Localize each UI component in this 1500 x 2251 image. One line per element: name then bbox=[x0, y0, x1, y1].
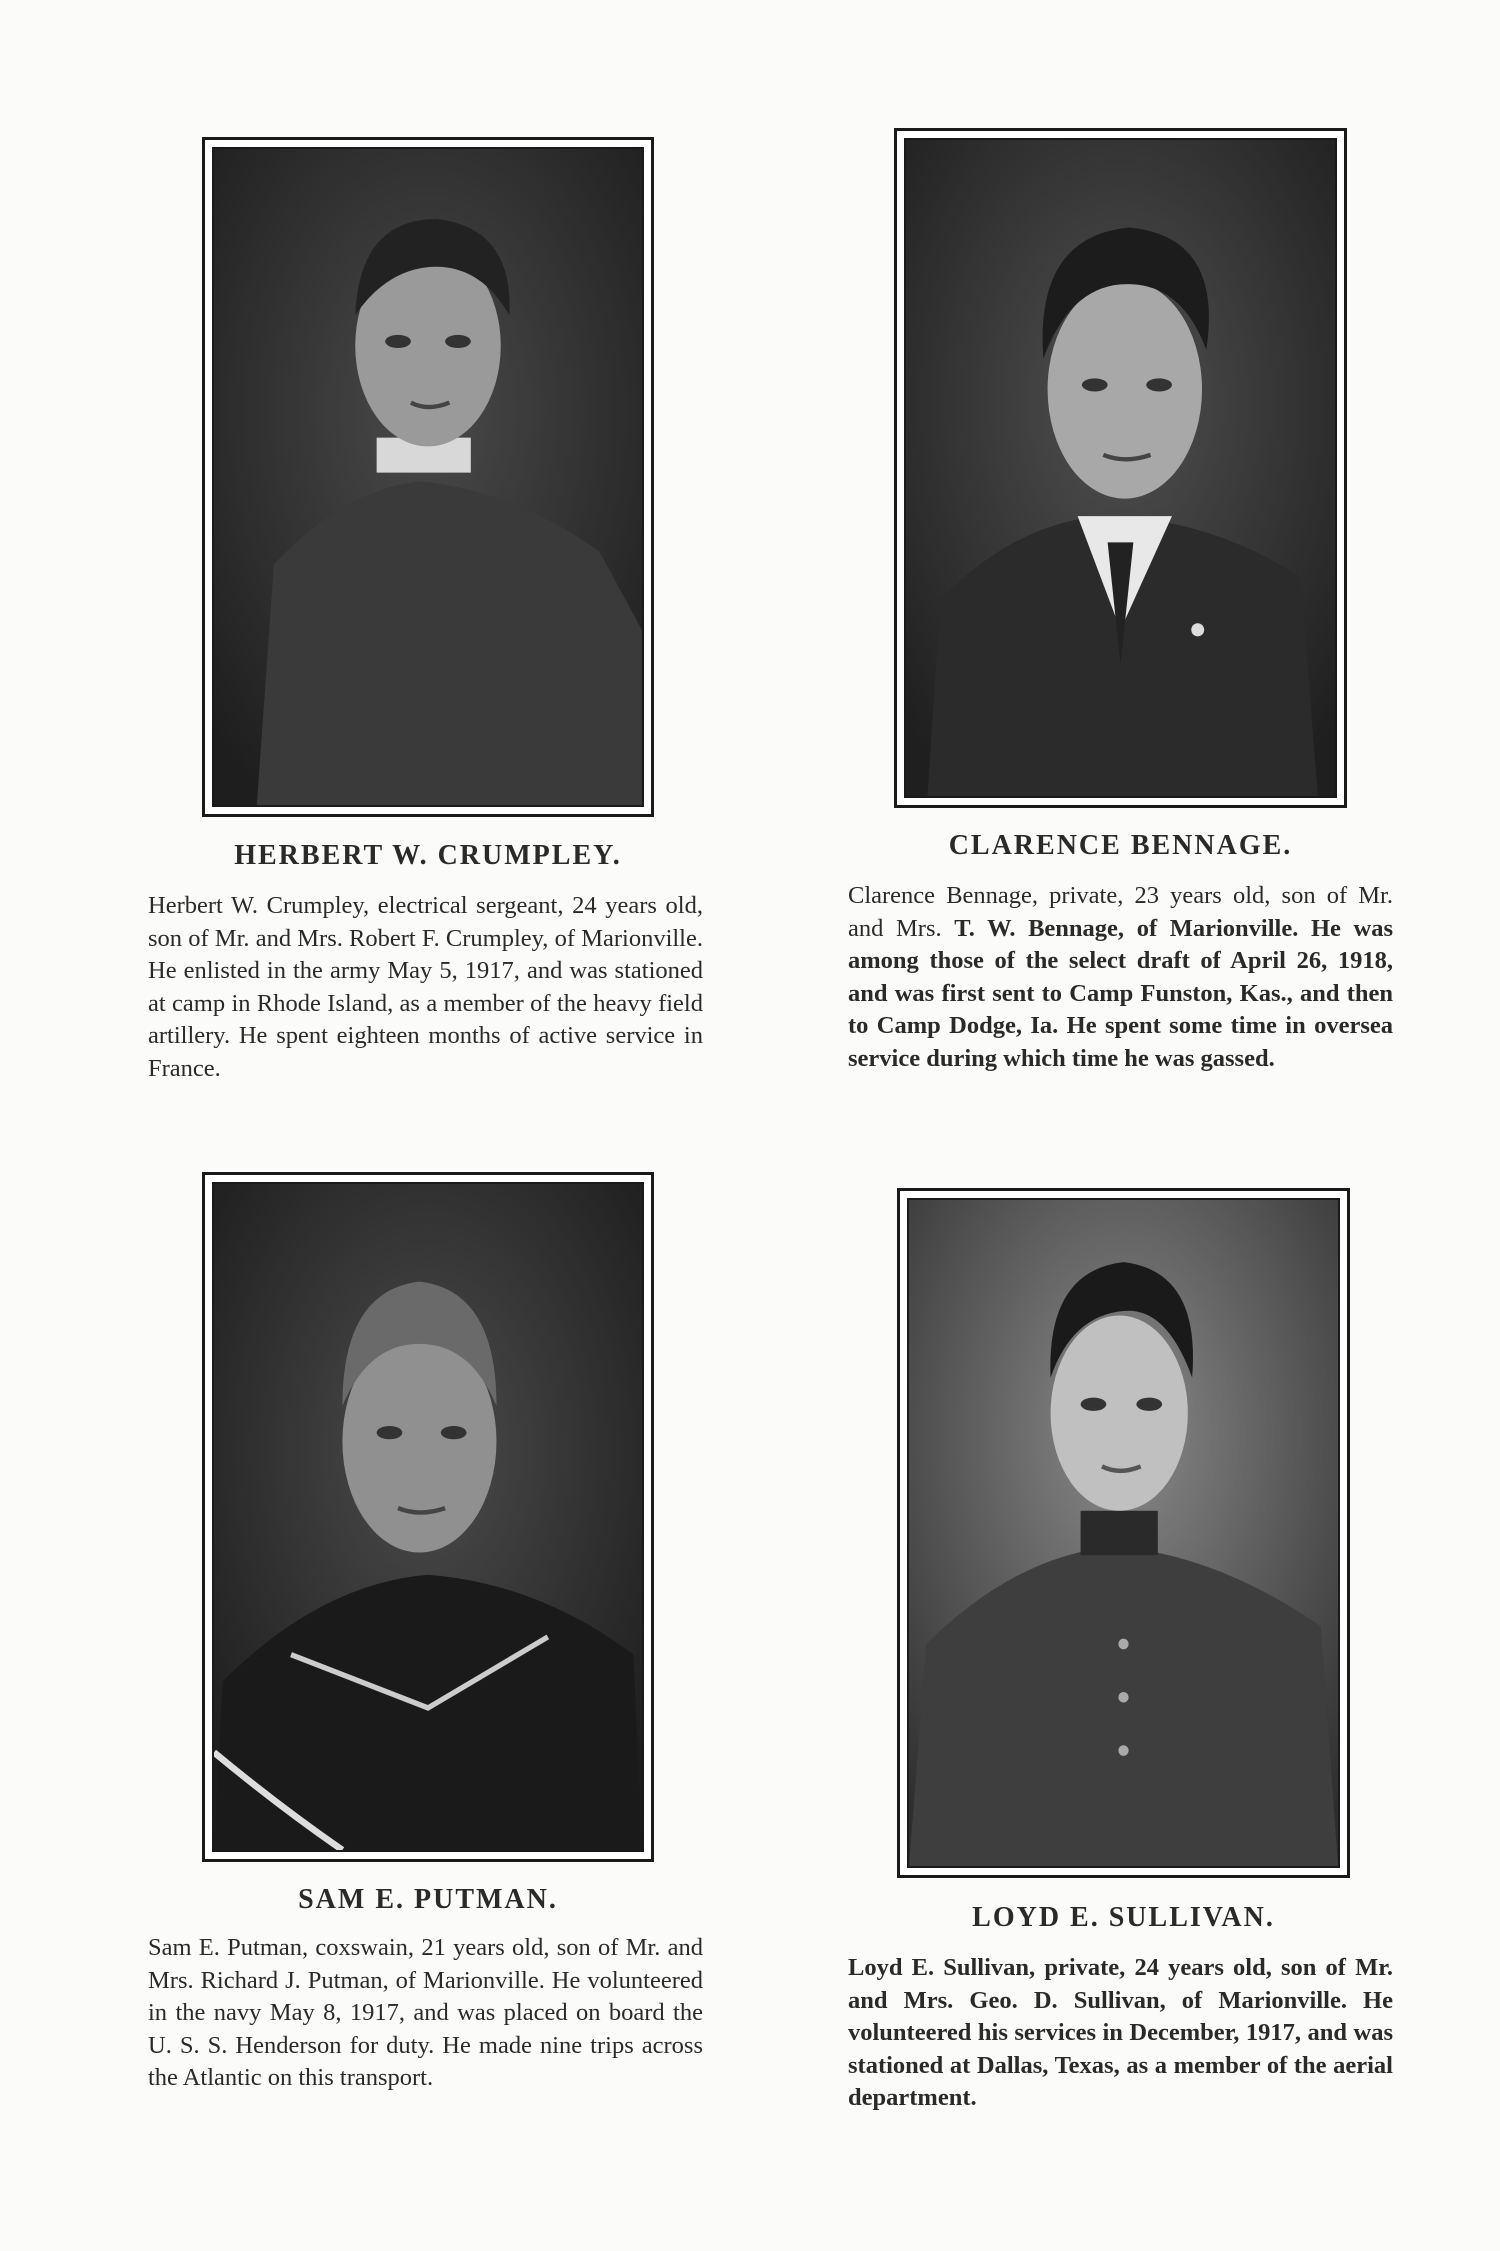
bio-normal-part: Clarence Bennage, private, 23 years old, son of Mr. and Mrs. bbox=[848, 882, 1393, 942]
portrait-image bbox=[214, 1184, 642, 1850]
portrait-name-bennage: CLARENCE BENNAGE. bbox=[948, 830, 1293, 861]
portrait-image bbox=[214, 149, 642, 805]
portrait-image bbox=[906, 140, 1335, 796]
portrait-bio-bennage bbox=[848, 880, 1393, 1075]
bio-bold-part: T. W. Bennage, of Marionville. He was among those of the select draft of April 26, 1918, and was first sent to Camp Funston, Kas., and then to Camp Dodge, Ia. He spent some time in oversea service during which time he was gassed. bbox=[848, 914, 1394, 1072]
portrait-photo-putman bbox=[202, 1172, 654, 1862]
portrait-photo-sullivan bbox=[897, 1188, 1350, 1878]
portrait-bio-putman: Sam E. Putman, coxswain, 21 years old, son of Mr. and Mrs. Richard J. Putman, of Marionville. He volunteered in the navy May 8, 1917, and was placed on board the U. S. S. Henderson for duty. He made nine trips across the Atlantic on this transport. bbox=[148, 1934, 703, 2091]
portrait-name-crumpley: HERBERT W. CRUMPLEY. bbox=[234, 840, 622, 871]
portrait-photo-crumpley bbox=[202, 137, 654, 817]
portrait-image bbox=[909, 1200, 1338, 1866]
portrait-photo-bennage bbox=[894, 128, 1347, 808]
portrait-name-putman: SAM E. PUTMAN. bbox=[298, 1884, 558, 1915]
portrait-bio-crumpley: Herbert W. Crumpley, electrical sergeant, 24 years old, son of Mr. and Mrs. Robert F. Crumpley, of Marionville. He enlisted in the army May 5, 1917, and was stationed at camp in Rhode Island, as a member of the heavy field artillery. He spent eighteen months of active service in France. bbox=[148, 892, 703, 1082]
portrait-bio-sullivan: Loyd E. Sullivan, private, 24 years old, son of Mr. and Mrs. Geo. D. Sullivan, of Marionville. He volunteered his services in December, 1917, and was stationed at Dallas, Texas, as a member of the aerial department. bbox=[848, 1954, 1393, 2111]
portrait-name-sullivan: LOYD E. SULLIVAN. bbox=[972, 1902, 1275, 1933]
